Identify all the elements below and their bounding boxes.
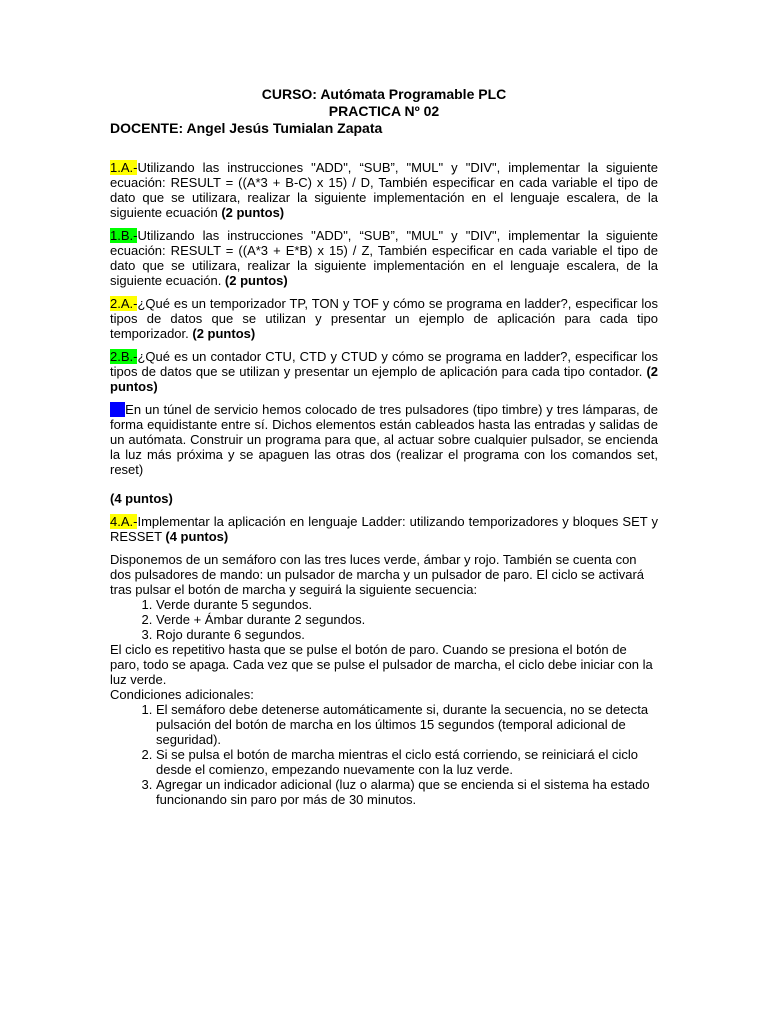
question-1b [110,228,658,288]
question-label: 1.B.- [110,228,138,243]
list-item: 2. Verde + Ámbar durante 2 segundos. [156,612,658,627]
practice-title: PRACTICA Nº 02 [328,103,440,119]
question-points: (2 puntos) [221,205,285,220]
conditions-list [110,702,658,807]
question-label: 3.- [110,402,126,417]
question-label: 2.B.- [110,349,138,364]
cycle-description: El ciclo es repetitivo hasta que se pulse el botón de paro. Cuando se presiona el botón de paro, todo se apaga. Cada vez que se pulse el pulsador de marcha, el ciclo debe iniciar con la luz verde. [110,642,653,687]
question-3-points [110,491,658,506]
conditions-title: Condiciones adicionales: [110,687,254,702]
list-item: 3. Agregar un indicador adicional (luz o alarma) que se encienda si el sistema ha estado funcionando sin paro por más de 30 minutos. [156,777,658,807]
question-2b [110,349,658,394]
question-text: En un túnel de servicio hemos colocado de tres pulsadores (tipo timbre) y tres lámparas, de forma equidistante entre sí. Dichos elementos están cableados hasta las entradas y salidas de un autómata. Construir un programa para que, al actuar sobre cualquier pulsador, se encienda la luz más próxima y se apaguen las otras dos (realizar el programa con los comandos set, reset) [110,402,658,477]
question-text: Utilizando las instrucciones "ADD", “SUB”, "MUL" y "DIV", implementar la siguiente ecuación: RESULT = ((A*3 + B-C) x 15) / D, También especificar en cada variable el tipo de dato que se utilizara, realizar la siguiente implementación en el lenguaje escalera, de la siguiente ecuación [110,160,658,220]
question-text: Implementar la aplicación en lenguaje Ladder: utilizando temporizadores y bloques SET y RESSET [110,514,658,544]
traffic-light-intro: Disponemos de un semáforo con las tres luces verde, ámbar y rojo. También se cuenta con dos pulsadores de mando: un pulsador de marcha y un pulsador de paro. El ciclo se activará tras pulsar el botón de marcha y seguirá la siguiente secuencia: [110,552,645,597]
document-body [110,86,658,807]
list-item: 1. Verde durante 5 segundos. [156,597,658,612]
question-label: 1.A.- [110,160,138,175]
list-item: 2. Si se pulsa el botón de marcha mientras el ciclo está corriendo, se reiniciará el ciclo desde el comienzo, empezando nuevamente con la luz verde. [156,747,658,777]
traffic-light-section [110,552,658,807]
question-points: (4 puntos) [110,491,173,506]
question-label: 4.A.- [110,514,138,529]
question-2a [110,296,658,341]
question-label: 2.A.- [110,296,138,311]
question-1a [110,160,658,220]
list-item: 3. Rojo durante 6 segundos. [156,627,658,642]
question-3 [110,402,658,477]
question-4a [110,514,658,544]
question-points: (4 puntos) [165,529,229,544]
question-text: ¿Qué es un contador CTU, CTD y CTUD y cómo se programa en ladder?, especificar los tipos de datos que se utilizan y presentar un ejemplo de aplicación para cada tipo contador. [110,349,658,379]
list-item: 1. El semáforo debe detenerse automáticamente si, durante la secuencia, no se detecta pulsación del botón de marcha en los últimos 15 segundos (temporal adicional de seguridad). [156,702,658,747]
question-points: (2 puntos) [110,364,658,394]
question-text: Utilizando las instrucciones "ADD", “SUB”, "MUL" y "DIV", implementar la siguiente ecuación: RESULT = ((A*3 + E*B) x 15) / Z, También especificar en cada variable el tipo de dato que se utilizara, realizar la siguiente implementación en el lenguaje escalera, de la siguiente ecuación. [110,228,658,288]
sequence-list [110,597,658,642]
question-text: ¿Qué es un temporizador TP, TON y TOF y cómo se programa en ladder?, especificar los tipos de datos que se utilizan y presentar un ejemplo de aplicación para cada tipo temporizador. [110,296,658,341]
question-points: (2 puntos) [192,326,256,341]
course-title: CURSO: Autómata Programable PLC [261,86,507,102]
question-points: (2 puntos) [224,273,288,288]
teacher-line: DOCENTE: Angel Jesús Tumialan Zapata [110,120,383,136]
